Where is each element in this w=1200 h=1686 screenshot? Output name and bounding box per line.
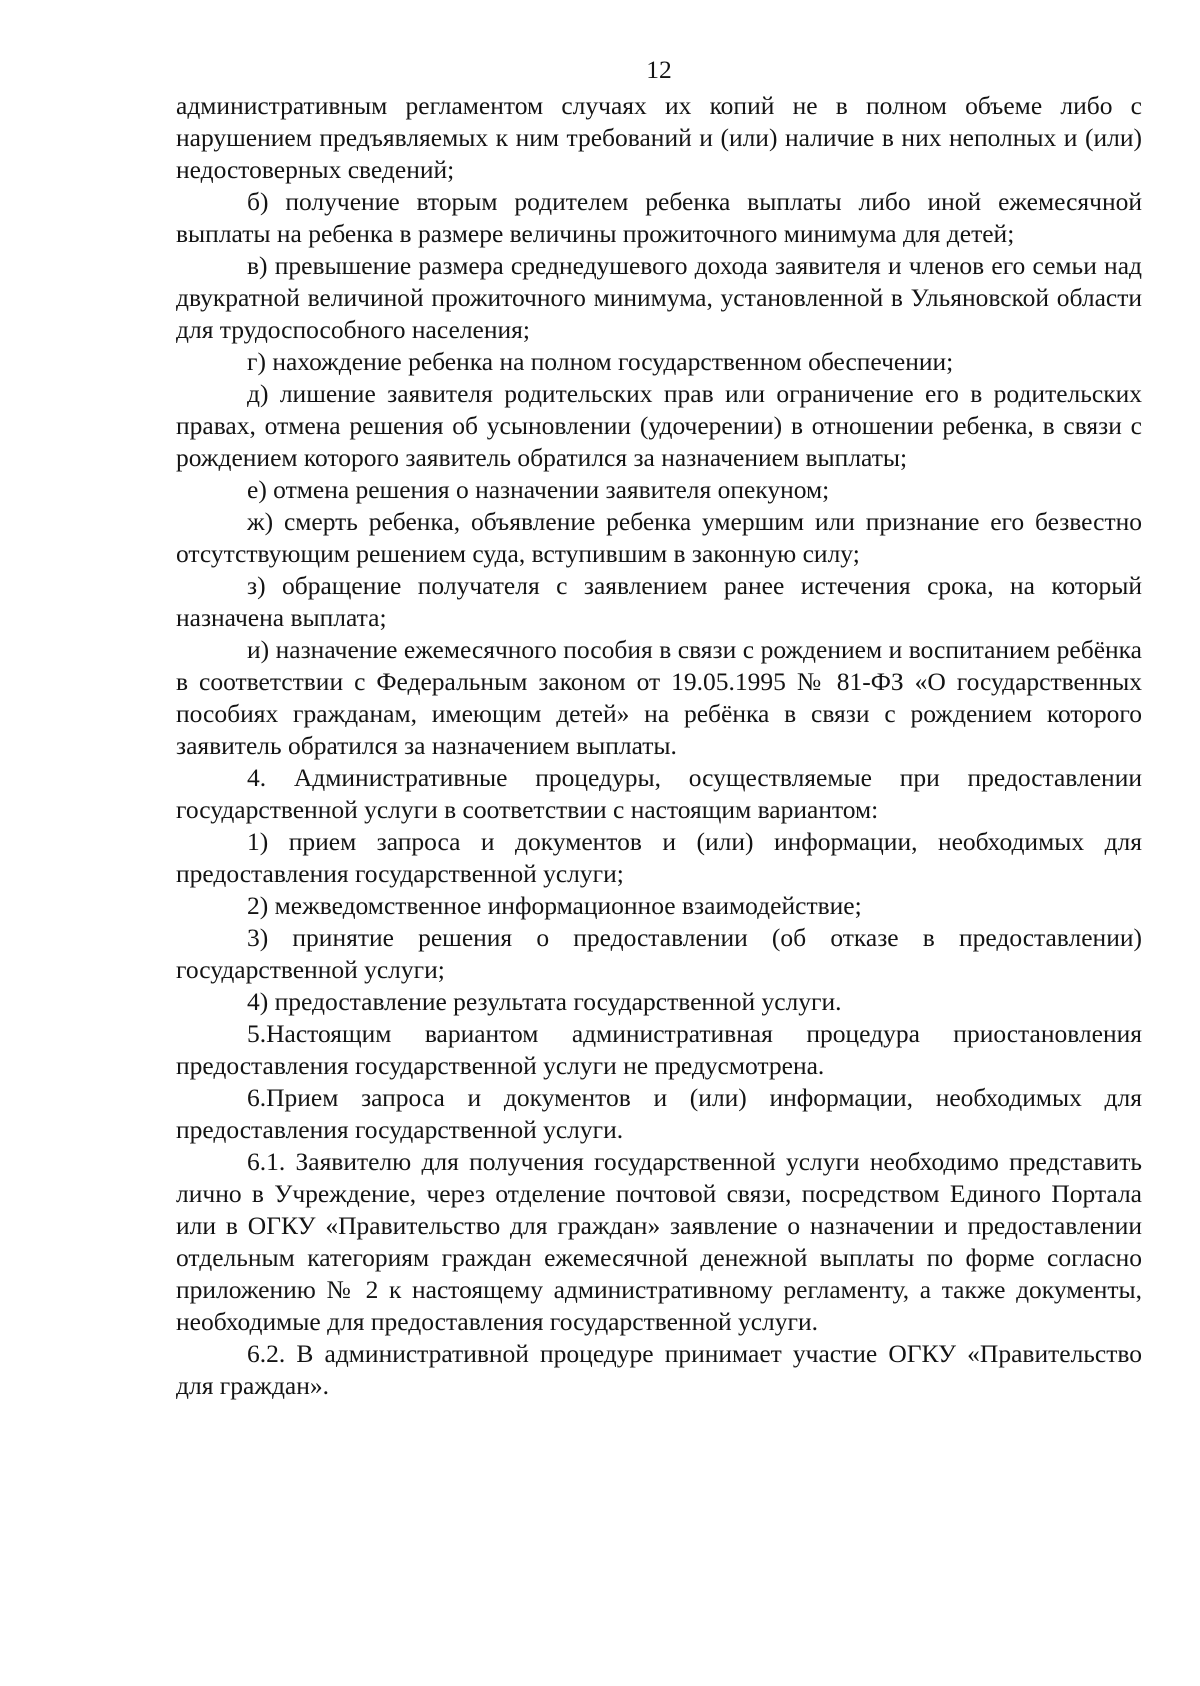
paragraph-item-g: г) нахождение ребенка на полном государственном обеспечении; bbox=[247, 347, 954, 376]
page-number: 12 bbox=[646, 55, 672, 84]
paragraph-section-6-1: 6.1. Заявителю для получения государственной услуги необходимо представить лично в Учреждение, через отделение почтовой связи, посредством Единого Портала или в ОГКУ «Правительство для граждан» заявление о назначении и предоставлении отдельным категориям граждан ежемесячной денежной выплаты по форме согласно приложению № 2 к настоящему административному регламенту, а также документы, необходимые для предоставления государственной услуги. bbox=[176, 1147, 1142, 1336]
paragraph-section-6-2: 6.2. В административной процедуре принимает участие ОГКУ «Правительство для граждан». bbox=[176, 1339, 1142, 1400]
paragraph-section-4-4: 4) предоставление результата государственной услуги. bbox=[247, 987, 842, 1016]
paragraph-item-z: з) обращение получателя с заявлением ранее истечения срока, на который назначена выплата; bbox=[176, 571, 1142, 632]
paragraph-section-4-3: 3) принятие решения о предоставлении (об отказе в предоставлении) государственной услуги; bbox=[176, 923, 1142, 984]
paragraph-section-4-1: 1) прием запроса и документов и (или) информации, необходимых для предоставления государственной услуги; bbox=[176, 827, 1142, 888]
paragraph-section-6: 6.Прием запроса и документов и (или) информации, необходимых для предоставления государственной услуги. bbox=[176, 1083, 1142, 1144]
paragraph-section-5: 5.Настоящим вариантом административная процедура приостановления предоставления государственной услуги не предусмотрена. bbox=[176, 1019, 1142, 1080]
paragraph-section-4: 4. Административные процедуры, осуществляемые при предоставлении государственной услуги в соответствии с настоящим вариантом: bbox=[176, 763, 1142, 824]
paragraph-item-e: е) отмена решения о назначении заявителя опекуном; bbox=[247, 475, 830, 504]
paragraph-item-zh: ж) смерть ребенка, объявление ребенка умершим или признание его безвестно отсутствующим решением суда, вступившим в законную силу; bbox=[176, 507, 1142, 568]
paragraph-continuation: административным регламентом случаях их копий не в полном объеме либо с нарушением предъявляемых к ним требований и (или) наличие в них неполных и (или) недостоверных сведений; bbox=[176, 91, 1142, 184]
document-body bbox=[176, 90, 1142, 1402]
paragraph-item-i: и) назначение ежемесячного пособия в связи с рождением и воспитанием ребёнка в соответствии с Федеральным законом от 19.05.1995 № 81-ФЗ «О государственных пособиях гражданам, имеющим детей» на ребёнка в связи с рождением которого заявитель обратился за назначением выплаты. bbox=[176, 635, 1142, 760]
paragraph-item-d: д) лишение заявителя родительских прав или ограничение его в родительских правах, отмена решения об усыновлении (удочерении) в отношении ребенка, в связи с рождением которого заявитель обратился за назначением выплаты; bbox=[176, 379, 1142, 472]
paragraph-item-v: в) превышение размера среднедушевого дохода заявителя и членов его семьи над двукратной величиной прожиточного минимума, установленной в Ульяновской области для трудоспособного населения; bbox=[176, 251, 1142, 344]
paragraph-section-4-2: 2) межведомственное информационное взаимодействие; bbox=[247, 891, 862, 920]
paragraph-item-b: б) получение вторым родителем ребенка выплаты либо иной ежемесячной выплаты на ребенка в размере величины прожиточного минимума для детей; bbox=[176, 187, 1142, 248]
